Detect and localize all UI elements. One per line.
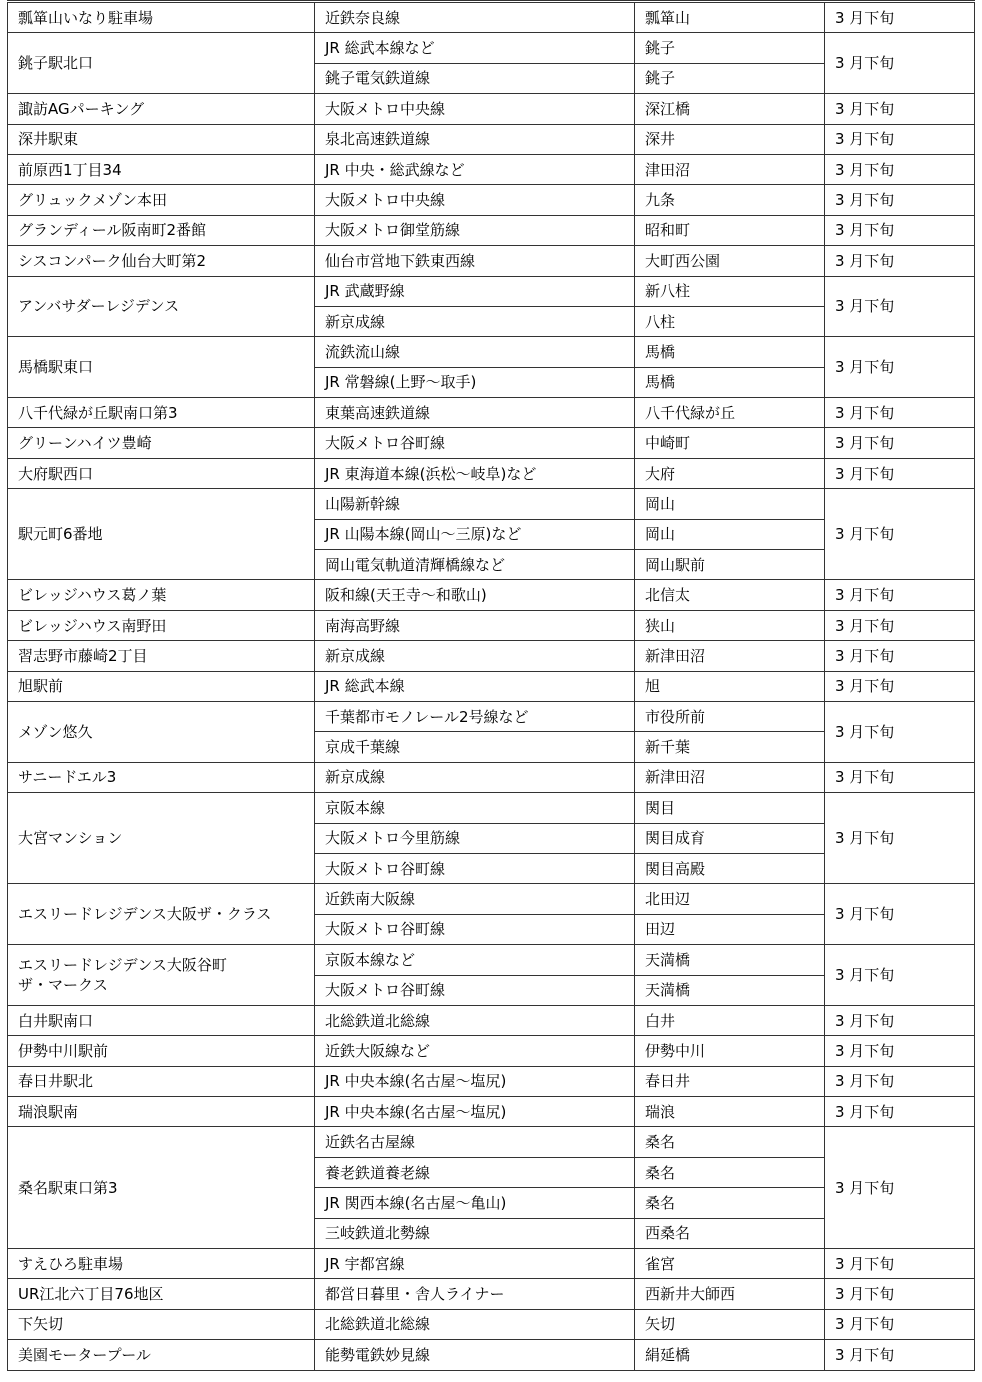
railway-line-cell: 山陽新幹線: [315, 489, 635, 519]
facility-name: エスリードレジデンス大阪谷町: [18, 956, 227, 974]
period-cell: 3 月下旬: [825, 276, 975, 337]
period-cell: 3 月下旬: [825, 762, 975, 792]
station-cell: 関目成育: [635, 823, 825, 853]
railway-line-cell: 南海高野線: [315, 610, 635, 640]
railway-line-cell: JR 中央本線(名古屋～塩尻): [315, 1066, 635, 1096]
period-cell: 3 月下旬: [825, 671, 975, 701]
facility-name: グランディール阪南町2番館: [18, 221, 207, 240]
facility-name-cell: [8, 671, 315, 701]
station-cell: 田辺: [635, 914, 825, 944]
table-row: [8, 884, 975, 914]
period-cell: 3 月下旬: [825, 793, 975, 884]
table-row: [8, 610, 975, 640]
station-cell: 大町西公園: [635, 246, 825, 276]
table-row: [8, 185, 975, 215]
period-cell: 3 月下旬: [825, 884, 975, 945]
railway-line-cell: JR 総武本線など: [315, 33, 635, 63]
period-cell: 3 月下旬: [825, 945, 975, 1006]
table-row: [8, 1309, 975, 1339]
period-cell: 3 月下旬: [825, 610, 975, 640]
railway-line-cell: 大阪メトロ中央線: [315, 185, 635, 215]
facility-name-cell: [8, 1340, 315, 1370]
period-cell: 3 月下旬: [825, 2, 975, 33]
table-row: [8, 94, 975, 124]
period-cell: 3 月下旬: [825, 1309, 975, 1339]
period-cell: 3 月下旬: [825, 94, 975, 124]
facility-name-cell: [8, 489, 315, 580]
facility-name: ザ・マークス: [18, 976, 108, 994]
facility-name-cell: [8, 398, 315, 428]
station-cell: 新千葉: [635, 732, 825, 762]
facility-name: 春日井駅北: [18, 1072, 94, 1091]
station-cell: 北田辺: [635, 884, 825, 914]
table-row: [8, 1097, 975, 1127]
station-cell: 天満橋: [635, 975, 825, 1005]
table-row: [8, 1340, 975, 1370]
station-cell: 馬橋: [635, 367, 825, 397]
period-cell: 3 月下旬: [825, 1249, 975, 1279]
railway-line-cell: 近鉄大阪線など: [315, 1036, 635, 1066]
period-cell: 3 月下旬: [825, 337, 975, 398]
facility-name-cell: [8, 458, 315, 488]
table-row: [8, 458, 975, 488]
table-row: [8, 641, 975, 671]
table-row: [8, 215, 975, 245]
facility-name-cell: [8, 1309, 315, 1339]
station-cell: 岡山駅前: [635, 550, 825, 580]
station-cell: 瓢箪山: [635, 2, 825, 33]
table-row: [8, 1005, 975, 1035]
facility-name: 伊勢中川駅前: [18, 1041, 109, 1060]
table-row: [8, 1066, 975, 1096]
facility-name-cell: [8, 276, 315, 337]
railway-line-cell: JR 総武本線: [315, 671, 635, 701]
station-cell: 岡山: [635, 489, 825, 519]
table-row: [8, 2, 975, 33]
railway-line-cell: JR 山陽本線(岡山～三原)など: [315, 519, 635, 549]
facility-name: 諏訪AGパーキング: [18, 99, 145, 118]
railway-line-cell: 能勢電鉄妙見線: [315, 1340, 635, 1370]
period-cell: 3 月下旬: [825, 1279, 975, 1309]
facility-name: サニードエル3: [18, 768, 117, 787]
facility-name-cell: [8, 1005, 315, 1035]
station-cell: 八千代緑が丘: [635, 398, 825, 428]
railway-line-cell: 京成千葉線: [315, 732, 635, 762]
period-cell: 3 月下旬: [825, 489, 975, 580]
station-cell: 関目: [635, 793, 825, 823]
station-cell: 昭和町: [635, 215, 825, 245]
railway-line-cell: 泉北高速鉄道線: [315, 124, 635, 154]
facility-name-cell: [8, 246, 315, 276]
period-cell: 3 月下旬: [825, 185, 975, 215]
facility-name: 大宮マンション: [18, 829, 123, 848]
railway-line-cell: 新京成線: [315, 641, 635, 671]
period-cell: 3 月下旬: [825, 641, 975, 671]
railway-line-cell: 新京成線: [315, 762, 635, 792]
facility-name-cell: [8, 1279, 315, 1309]
station-cell: 白井: [635, 1005, 825, 1035]
station-cell: 天満橋: [635, 945, 825, 975]
facility-name: 駅元町6番地: [18, 525, 103, 544]
railway-line-cell: 流鉄流山線: [315, 337, 635, 367]
station-cell: 春日井: [635, 1066, 825, 1096]
facility-name-cell: [8, 610, 315, 640]
railway-line-cell: 近鉄名古屋線: [315, 1127, 635, 1157]
station-cell: 深江橋: [635, 94, 825, 124]
railway-line-cell: 近鉄南大阪線: [315, 884, 635, 914]
railway-line-cell: 千葉都市モノレール2号線など: [315, 701, 635, 731]
table-row: [8, 1249, 975, 1279]
table-row: [8, 671, 975, 701]
railway-line-cell: 大阪メトロ谷町線: [315, 853, 635, 883]
facility-name-cell: [8, 124, 315, 154]
station-cell: 津田沼: [635, 154, 825, 184]
railway-line-cell: 三岐鉄道北勢線: [315, 1218, 635, 1248]
table-row: [8, 428, 975, 458]
station-cell: 新八柱: [635, 276, 825, 306]
table-row: [8, 762, 975, 792]
facility-name-cell: [8, 1066, 315, 1096]
facility-name: メゾン悠久: [18, 722, 93, 741]
table-row: [8, 489, 975, 519]
railway-line-cell: 阪和線(天王寺～和歌山): [315, 580, 635, 610]
station-cell: 雀宮: [635, 1249, 825, 1279]
table-row: [8, 580, 975, 610]
facility-name: グリーンハイツ豊崎: [18, 434, 152, 453]
railway-line-cell: 都営日暮里・舎人ライナー: [315, 1279, 635, 1309]
facility-name: 八千代緑が丘駅南口第3: [18, 403, 178, 422]
facility-name: グリュックメゾン本田: [18, 191, 167, 210]
station-cell: 新津田沼: [635, 641, 825, 671]
railway-line-cell: 仙台市営地下鉄東西線: [315, 246, 635, 276]
railway-line-cell: 京阪本線など: [315, 945, 635, 975]
facility-name: ビレッジハウス南野田: [18, 616, 167, 635]
table-row: [8, 701, 975, 731]
facility-name-cell: [8, 884, 315, 945]
table-row: [8, 337, 975, 367]
railway-line-cell: 養老鉄道養老線: [315, 1157, 635, 1187]
facility-name: 大府駅西口: [18, 464, 94, 483]
station-cell: 中崎町: [635, 428, 825, 458]
facility-name: 習志野市藤崎2丁目: [18, 646, 148, 665]
facility-name: 深井駅東: [18, 130, 79, 149]
railway-line-cell: JR 関西本線(名古屋～亀山): [315, 1188, 635, 1218]
railway-line-cell: 大阪メトロ御堂筋線: [315, 215, 635, 245]
railway-line-cell: 近鉄奈良線: [315, 2, 635, 33]
station-cell: 北信太: [635, 580, 825, 610]
railway-line-cell: 大阪メトロ谷町線: [315, 975, 635, 1005]
railway-line-cell: 大阪メトロ今里筋線: [315, 823, 635, 853]
facility-name-cell: [8, 580, 315, 610]
period-cell: 3 月下旬: [825, 580, 975, 610]
period-cell: 3 月下旬: [825, 33, 975, 94]
railway-line-cell: JR 武蔵野線: [315, 276, 635, 306]
facility-name-cell: [8, 1036, 315, 1066]
facility-name: アンバサダーレジデンス: [18, 297, 180, 316]
table-row: [8, 1036, 975, 1066]
station-cell: 深井: [635, 124, 825, 154]
facility-name: 旭駅前: [18, 677, 64, 696]
facility-name-cell: [8, 641, 315, 671]
station-cell: 桑名: [635, 1188, 825, 1218]
facility-name-cell: [8, 701, 315, 762]
station-cell: 桑名: [635, 1157, 825, 1187]
station-cell: 西桑名: [635, 1218, 825, 1248]
facility-name: 馬橋駅東口: [18, 358, 94, 377]
station-cell: 九条: [635, 185, 825, 215]
facility-name: 瑞浪駅南: [18, 1102, 79, 1121]
period-cell: 3 月下旬: [825, 1127, 975, 1249]
table-body: [8, 2, 975, 1371]
railway-line-cell: 岡山電気軌道清輝橋線など: [315, 550, 635, 580]
facility-name-cell: [8, 337, 315, 398]
railway-line-cell: JR 常磐線(上野～取手): [315, 367, 635, 397]
table-row: [8, 33, 975, 63]
facility-name-cell: [8, 793, 315, 884]
period-cell: 3 月下旬: [825, 1097, 975, 1127]
railway-line-cell: 銚子電気鉄道線: [315, 63, 635, 93]
station-cell: 桑名: [635, 1127, 825, 1157]
period-cell: 3 月下旬: [825, 1066, 975, 1096]
station-cell: 矢切: [635, 1309, 825, 1339]
period-cell: 3 月下旬: [825, 458, 975, 488]
facility-name-cell: [8, 215, 315, 245]
station-cell: 馬橋: [635, 337, 825, 367]
station-cell: 大府: [635, 458, 825, 488]
table-row: [8, 1279, 975, 1309]
period-cell: 3 月下旬: [825, 1005, 975, 1035]
facility-name-cell: [8, 762, 315, 792]
period-cell: 3 月下旬: [825, 154, 975, 184]
station-cell: 絹延橋: [635, 1340, 825, 1370]
facility-name-cell: [8, 2, 315, 33]
period-cell: 3 月下旬: [825, 215, 975, 245]
station-cell: 狭山: [635, 610, 825, 640]
facility-name-cell: [8, 1249, 315, 1279]
facility-name-cell: [8, 154, 315, 184]
facility-name-cell: [8, 33, 315, 94]
period-cell: 3 月下旬: [825, 1340, 975, 1370]
station-cell: 八柱: [635, 306, 825, 336]
station-cell: 西新井大師西: [635, 1279, 825, 1309]
facility-name: ビレッジハウス葛ノ葉: [18, 586, 167, 605]
railway-line-cell: 北総鉄道北総線: [315, 1005, 635, 1035]
table-row: [8, 124, 975, 154]
station-cell: 関目高殿: [635, 853, 825, 883]
railway-line-cell: JR 東海道本線(浜松～岐阜)など: [315, 458, 635, 488]
facility-name: 美園モータープール: [18, 1345, 151, 1364]
facility-name: 前原西1丁目34: [18, 160, 122, 179]
railway-line-cell: 東葉高速鉄道線: [315, 398, 635, 428]
facility-name: 銚子駅北口: [18, 54, 94, 73]
table-row: [8, 154, 975, 184]
table-row: [8, 246, 975, 276]
facility-name-cell: [8, 945, 315, 1006]
facility-name: 下矢切: [18, 1315, 64, 1334]
station-cell: 市役所前: [635, 701, 825, 731]
table-row: [8, 793, 975, 823]
station-cell: 瑞浪: [635, 1097, 825, 1127]
table-row: [8, 398, 975, 428]
facility-name: すえひろ駐車場: [18, 1254, 124, 1273]
station-cell: 銚子: [635, 63, 825, 93]
table-row: [8, 945, 975, 975]
facility-name-cell: [8, 185, 315, 215]
facility-name-cell: [8, 428, 315, 458]
station-cell: 銚子: [635, 33, 825, 63]
railway-line-cell: 北総鉄道北総線: [315, 1309, 635, 1339]
facility-name: シスコンパーク仙台大町第2: [18, 251, 207, 270]
facility-name-cell: [8, 1097, 315, 1127]
railway-line-cell: JR 中央・総武線など: [315, 154, 635, 184]
facility-name-cell: [8, 1127, 315, 1249]
period-cell: 3 月下旬: [825, 428, 975, 458]
railway-line-cell: JR 中央本線(名古屋～塩尻): [315, 1097, 635, 1127]
table-row: [8, 1127, 975, 1157]
facility-name-cell: [8, 94, 315, 124]
railway-line-cell: 新京成線: [315, 306, 635, 336]
facility-name: 白井駅南口: [18, 1011, 94, 1030]
table-row: [8, 276, 975, 306]
facility-name: エスリードレジデンス大阪ザ・クラス: [18, 905, 272, 924]
railway-line-cell: 大阪メトロ谷町線: [315, 914, 635, 944]
facility-name: 桑名駅東口第3: [18, 1178, 118, 1197]
facility-name: UR江北六丁目76地区: [18, 1285, 164, 1304]
railway-line-cell: 大阪メトロ中央線: [315, 94, 635, 124]
period-cell: 3 月下旬: [825, 124, 975, 154]
railway-line-cell: JR 宇都宮線: [315, 1249, 635, 1279]
railway-line-cell: 京阪本線: [315, 793, 635, 823]
parking-lot-table: [7, 0, 975, 1371]
period-cell: 3 月下旬: [825, 701, 975, 762]
station-cell: 新津田沼: [635, 762, 825, 792]
railway-line-cell: 大阪メトロ谷町線: [315, 428, 635, 458]
station-cell: 岡山: [635, 519, 825, 549]
period-cell: 3 月下旬: [825, 1036, 975, 1066]
station-cell: 伊勢中川: [635, 1036, 825, 1066]
facility-name: 瓢箪山いなり駐車場: [18, 8, 154, 27]
period-cell: 3 月下旬: [825, 398, 975, 428]
period-cell: 3 月下旬: [825, 246, 975, 276]
station-cell: 旭: [635, 671, 825, 701]
